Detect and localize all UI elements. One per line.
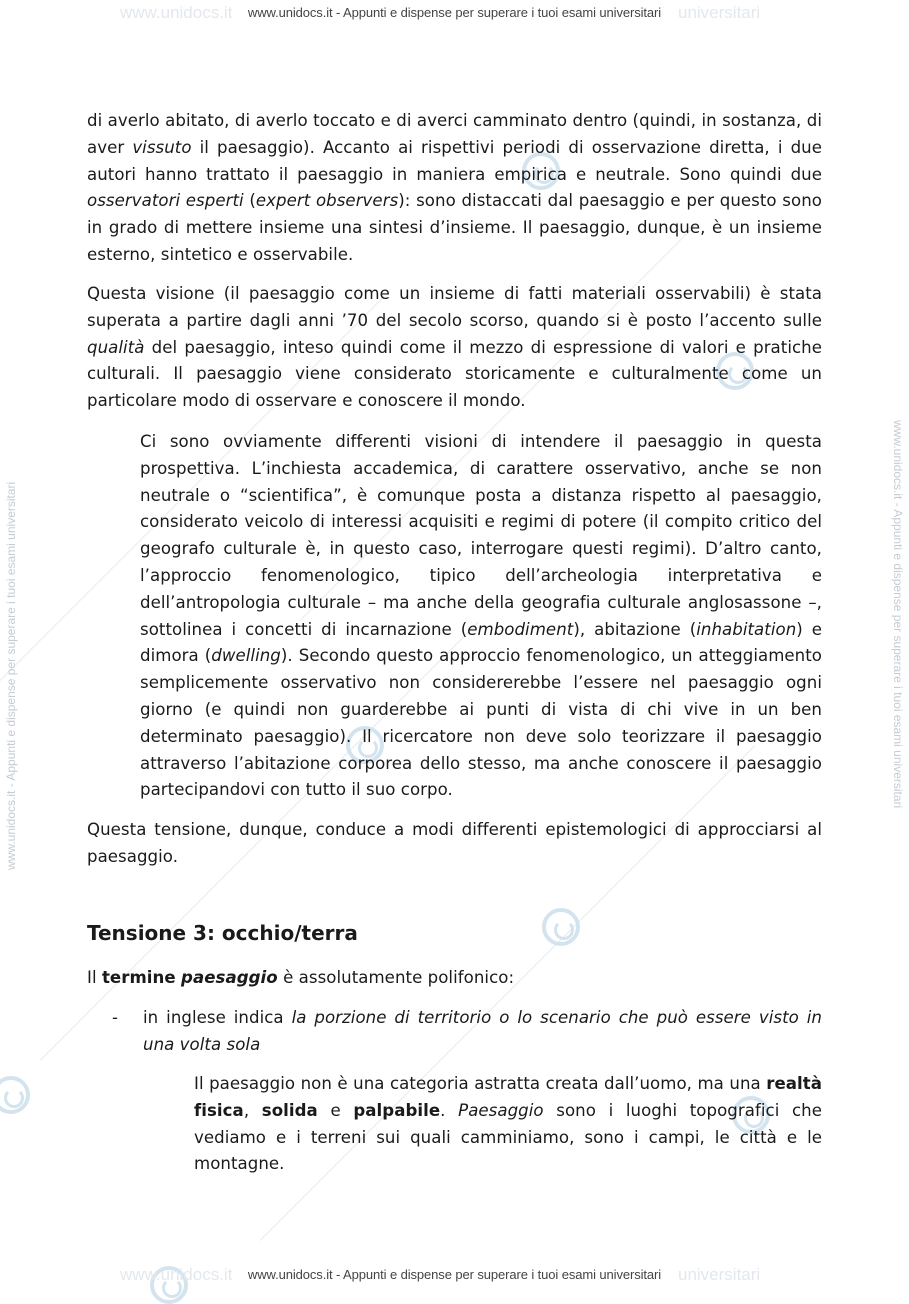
list-bullet: - xyxy=(112,1008,118,1027)
paragraph: Questa visione (il paesaggio come un insieme di fatti materiali osservabili) è stata superata a partire dagli anni ’70 del secolo scorso, quando si è posto l’accento sulle qualità del paesaggio, inteso quindi come il mezzo di espressione di valori e pratiche culturali. Il paesaggio viene considerato storicamente e culturalmente come un particolare modo di osservare e conoscere il mondo. xyxy=(87,284,822,411)
section-heading: Tensione 3: occhio/terra xyxy=(87,921,358,945)
watermark-side-left: www.unidocs.it - Appunti e dispense per superare i tuoi esami universitari xyxy=(4,481,18,870)
paragraph: Il termine paesaggio è assolutamente polifonico: xyxy=(87,968,515,987)
list-item: in inglese indica la porzione di territorio o lo scenario che può essere visto in una volta sola xyxy=(143,1008,822,1054)
watermark-logo-icon xyxy=(0,1076,30,1114)
paragraph: Questa tensione, dunque, conduce a modi differenti epistemologici di approcciarsi al paesaggio. xyxy=(87,820,822,866)
indented-paragraph: Ci sono ovviamente differenti visioni di intendere il paesaggio in questa prospettiva. L’inchiesta accademica, di carattere osservativo, anche se non neutrale o “scientifica”, è comunque posta a distanza rispetto al paesaggio, considerato veicolo di interessi acquisiti e regimi di potere (il compito critico del geografo culturale è, in questo caso, interrogare questi regimi). D’altro canto, l’approccio fenomenologico, tipico dell’archeologia interpretativa e dell’antropologia culturale – ma anche della geografia culturale anglosassone –, sottolinea i concetti di incarnazione (embodiment), abitazione (inhabitation) e dimora (dwelling). Secondo questo approccio fenomenologico, un atteggiamento semplicemente osservativo non considererebbe l’essere nel paesaggio ogni giorno (e quindi non guarderebbe ai punti di vista di chi vive in un ben determinato paesaggio). Il ricercatore non deve solo teorizzare il paesaggio attraverso l’abitazione corporea dello stesso, ma anche conoscere il paesaggio partecipandovi con tutto il suo corpo. xyxy=(140,432,822,800)
indented-paragraph: Il paesaggio non è una categoria astratta creata dall’uomo, ma una realtà fisica, solida e palpabile. Paesaggio sono i luoghi topografici che vediamo e i terreni sui quali camminiamo, sono i campi, le città e le montagne. xyxy=(194,1074,822,1174)
watermark-footer: www.unidocs.it - Appunti e dispense per superare i tuoi esami universitari xyxy=(247,1267,662,1282)
watermark-ghost-right: universitari xyxy=(678,3,761,22)
watermark-logo-icon xyxy=(542,908,580,946)
watermark-ghost-left: www.unidocs.it xyxy=(120,1265,233,1284)
watermark-ghost-right: universitari xyxy=(678,1265,761,1284)
watermark-header: www.unidocs.it - Appunti e dispense per superare i tuoi esami universitari xyxy=(247,5,662,20)
watermark-ghost-left: www.unidocs.it xyxy=(120,3,233,22)
paragraph: di averlo abitato, di averlo toccato e di averci camminato dentro (quindi, in sostanza, di aver vissuto il paesaggio). Accanto ai rispettivi periodi di osservazione diretta, i due autori hanno trattato il paesaggio in maniera empirica e neutrale. Sono quindi due osservatori esperti (expert observers): sono distaccati dal paesaggio e per questo sono in grado di mettere insieme una sintesi d’insieme. Il paesaggio, dunque, è un insieme esterno, sintetico e osservabile. xyxy=(87,111,822,264)
watermark-side-right: www.unidocs.it - Appunti e dispense per superare i tuoi esami universitari xyxy=(891,420,905,809)
